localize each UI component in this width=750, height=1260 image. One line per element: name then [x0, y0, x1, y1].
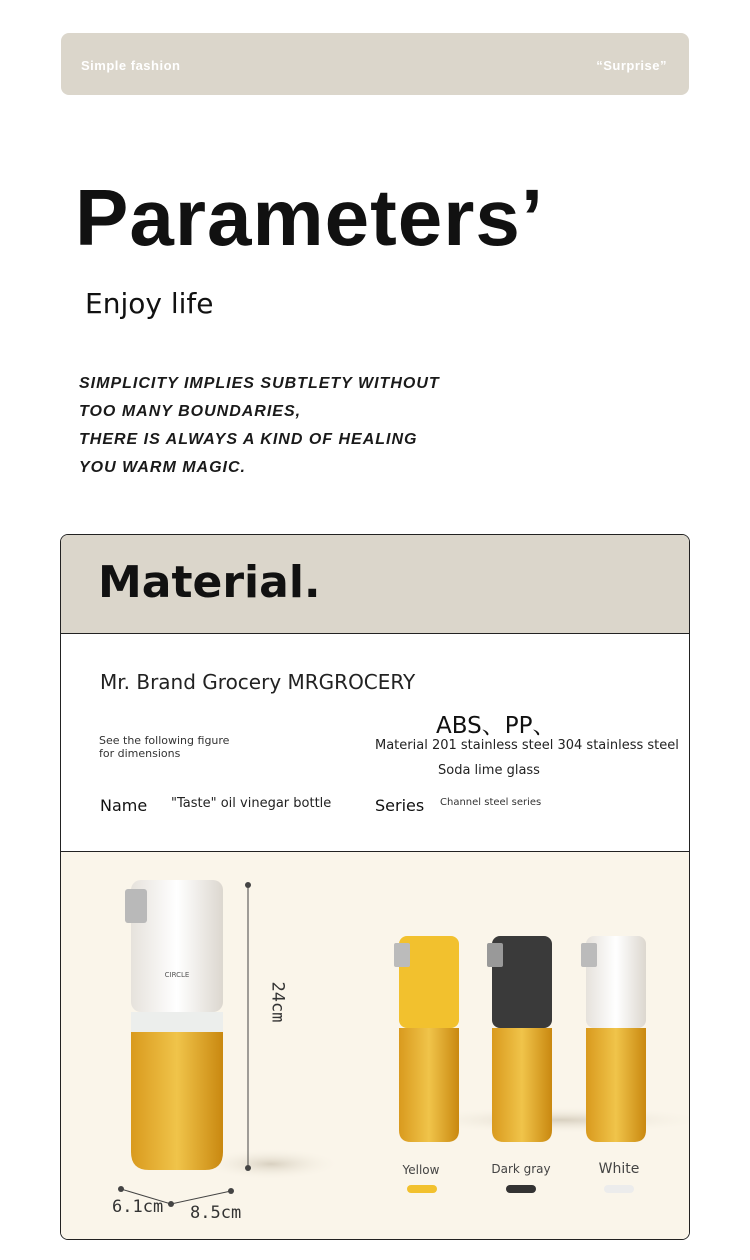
- top-banner: [61, 33, 689, 95]
- dimensions-note-line: See the following figure: [99, 734, 230, 747]
- product-photo: [61, 851, 689, 1240]
- depth-dimension: 8.5cm: [190, 1203, 242, 1223]
- page-title: Parameters’: [75, 173, 545, 262]
- series-label: Series: [375, 796, 425, 815]
- bottle-glass-top: [131, 1012, 223, 1032]
- diameter-dimension: 6.1cm: [112, 1197, 164, 1217]
- name-value: "Taste" oil vinegar bottle: [171, 796, 332, 811]
- swatch-white: [604, 1185, 634, 1193]
- material-title: Material.: [98, 557, 321, 608]
- tagline-line: TOO MANY BOUNDARIES,: [79, 403, 302, 420]
- materials-glass: Soda lime glass: [438, 763, 540, 778]
- bottle-oil: [131, 1032, 223, 1170]
- banner-left-text: Simple fashion: [81, 58, 181, 73]
- tagline: [79, 370, 440, 482]
- dimensions-note: [99, 734, 229, 760]
- tagline-line: THERE IS ALWAYS A KIND OF HEALING: [79, 431, 418, 448]
- yellow-bottle-oil: [399, 1028, 459, 1142]
- tagline-line: YOU WARM MAGIC.: [79, 459, 246, 476]
- materials-line: Material 201 stainless steel 304 stainless steel: [375, 738, 679, 753]
- series-value: Channel steel series: [440, 797, 542, 808]
- page-subtitle: Enjoy life: [85, 287, 214, 320]
- swatch-dark-gray: [506, 1185, 536, 1193]
- white-bottle-oil: [586, 1028, 646, 1142]
- dark-gray-bottle-oil: [492, 1028, 552, 1142]
- color-label-dark-gray: Dark gray: [491, 1162, 551, 1176]
- material-header: [61, 535, 689, 634]
- color-label-white: White: [598, 1161, 640, 1177]
- banner-right-text: “Surprise”: [596, 58, 667, 73]
- material-card: [60, 534, 690, 1240]
- brand-text: Mr. Brand Grocery MRGROCERY: [100, 670, 416, 694]
- swatch-yellow: [407, 1185, 437, 1193]
- bottle-spout: [125, 889, 147, 923]
- dimensions-note-line: for dimensions: [99, 747, 181, 760]
- color-label-yellow: Yellow: [402, 1163, 440, 1177]
- materials-main: ABS、PP、: [436, 713, 556, 739]
- bottle-illustration: [61, 852, 689, 1240]
- height-dimension: 24cm: [267, 981, 288, 1023]
- bottle-brand-text: CIRCLE: [164, 971, 190, 979]
- name-label: Name: [100, 796, 148, 815]
- tagline-line: SIMPLICITY IMPLIES SUBTLETY WITHOUT: [79, 375, 440, 392]
